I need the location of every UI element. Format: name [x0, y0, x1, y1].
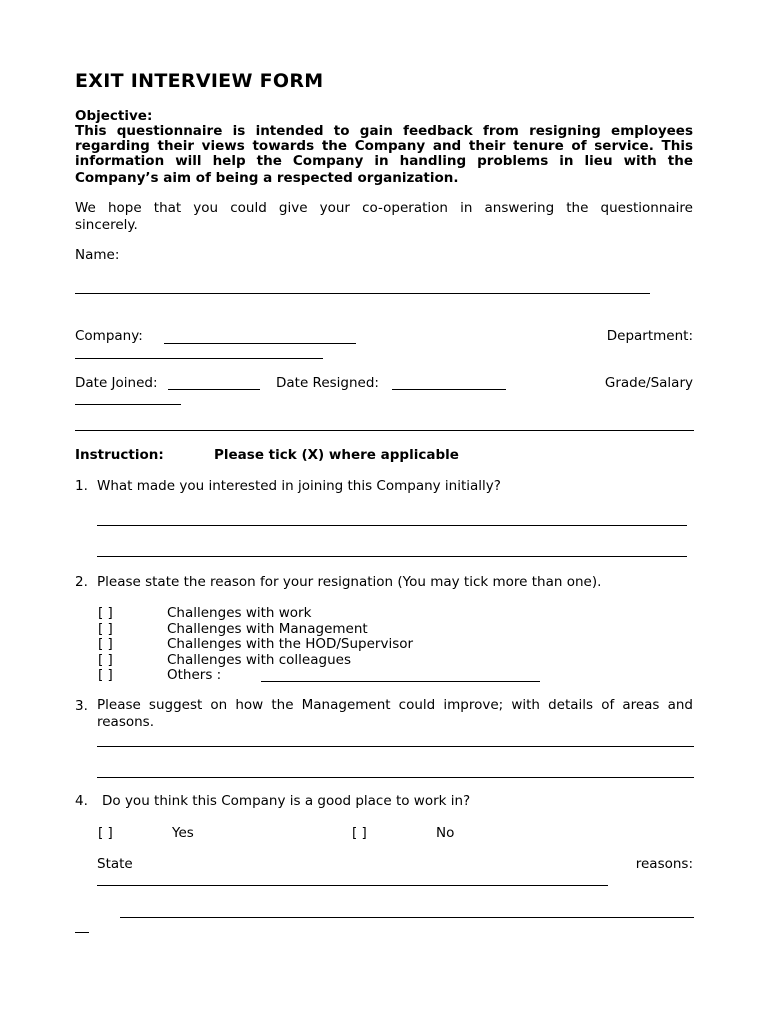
grade-salary-input-line[interactable]	[75, 404, 181, 405]
q2-checkbox-management[interactable]: [ ]	[98, 621, 113, 637]
q2-checkbox-others[interactable]: [ ]	[98, 667, 113, 683]
q4-yes-checkbox[interactable]: [ ]	[98, 825, 113, 841]
q4-number: 4.	[75, 793, 88, 809]
instruction-label: Instruction:	[75, 447, 164, 463]
department-label: Department:	[606, 328, 693, 344]
grade-salary-label: Grade/Salary	[604, 375, 693, 391]
q2-text: Please state the reason for your resignation (You may tick more than one).	[97, 574, 602, 590]
date-resigned-label: Date Resigned:	[276, 375, 379, 391]
q2-others-input-line[interactable]	[261, 681, 540, 682]
company-label: Company:	[75, 328, 143, 344]
q2-option-management: Challenges with Management	[167, 621, 368, 637]
q3-number: 3.	[75, 698, 88, 714]
q2-checkbox-hod[interactable]: [ ]	[98, 636, 113, 652]
objective-line-4: Company’s aim of being a respected organization.	[75, 170, 459, 186]
q2-checkbox-work[interactable]: [ ]	[98, 605, 113, 621]
q4-reasons-line-1[interactable]	[97, 885, 608, 886]
q4-text: Do you think this Company is a good place to work in?	[102, 793, 471, 809]
q3-answer-line-1[interactable]	[97, 746, 694, 747]
q2-option-hod: Challenges with the HOD/Supervisor	[167, 636, 414, 652]
q2-option-others: Others :	[167, 667, 222, 683]
q2-checkbox-colleagues[interactable]: [ ]	[98, 652, 113, 668]
page-title: EXIT INTERVIEW FORM	[75, 70, 324, 92]
q3-text-line-2: reasons.	[97, 714, 155, 730]
intro-line-1: We hope that you could give your co-operation in answering the questionnaire	[75, 200, 693, 216]
q4-yes-label: Yes	[172, 825, 194, 841]
q4-no-label: No	[436, 825, 455, 841]
objective-label: Objective:	[75, 108, 153, 124]
q4-no-checkbox[interactable]: [ ]	[352, 825, 367, 841]
name-input-line[interactable]	[75, 293, 650, 294]
q1-number: 1.	[75, 478, 88, 494]
date-resigned-input-line[interactable]	[392, 389, 506, 390]
q4-state-label: State	[97, 856, 133, 872]
q2-number: 2.	[75, 574, 88, 590]
q1-answer-line-2[interactable]	[97, 556, 687, 557]
q1-answer-line-1[interactable]	[97, 525, 687, 526]
objective-line-2: regarding their views towards the Company and their tenure of service. This	[75, 138, 693, 154]
name-label: Name:	[75, 247, 120, 263]
date-joined-label: Date Joined:	[75, 375, 158, 391]
q2-option-colleagues: Challenges with colleagues	[167, 652, 351, 668]
date-joined-input-line[interactable]	[168, 389, 260, 390]
instruction-text: Please tick (X) where applicable	[214, 447, 459, 463]
q3-answer-line-2[interactable]	[97, 777, 694, 778]
department-input-line[interactable]	[75, 358, 323, 359]
objective-line-3: information will help the Company in handling problems in lieu with the	[75, 153, 693, 169]
q4-reasons-line-2-tail[interactable]	[75, 932, 89, 933]
section-divider	[75, 430, 694, 431]
intro-line-2: sincerely.	[75, 217, 138, 233]
q4-reasons-line-2[interactable]	[120, 917, 694, 918]
q4-reasons-label: reasons:	[635, 856, 693, 872]
company-input-line[interactable]	[164, 343, 356, 344]
q1-text: What made you interested in joining this Company initially?	[97, 478, 501, 494]
q2-option-work: Challenges with work	[167, 605, 312, 621]
objective-line-1: This questionnaire is intended to gain feedback from resigning employees	[75, 123, 693, 139]
q3-text-line-1: Please suggest on how the Management could improve; with details of areas and	[97, 697, 693, 713]
